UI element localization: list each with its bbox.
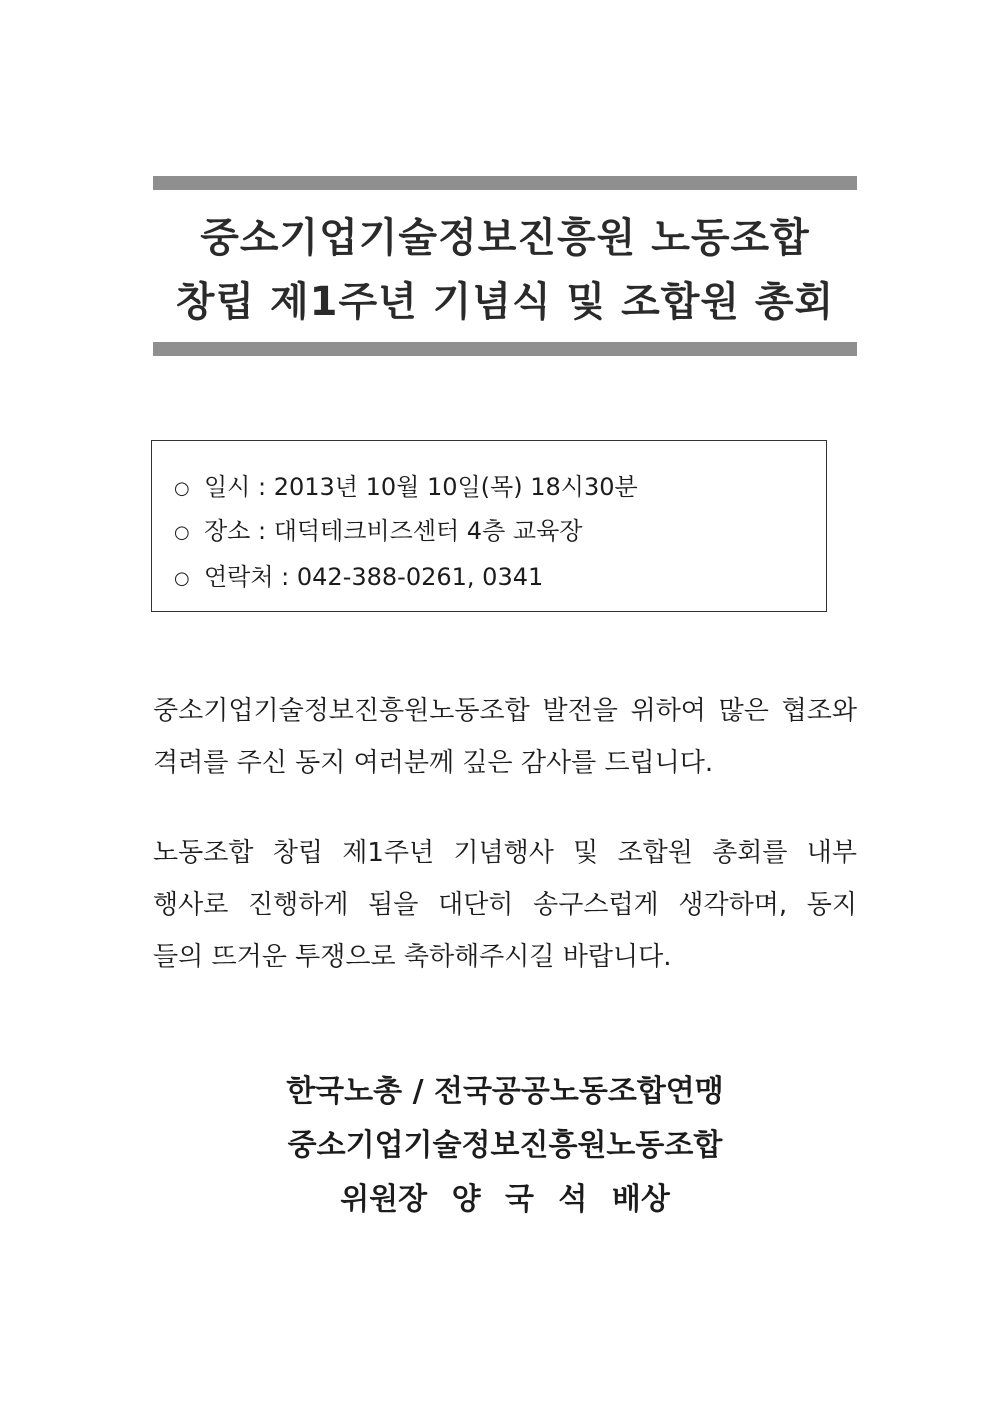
info-location-text: 장소 : 대덕테크비즈센터 4층 교육장 bbox=[204, 517, 583, 545]
paragraph-line: 들의 뜨거운 투쟁으로 축하해주시길 바랍니다. bbox=[153, 942, 672, 972]
info-date-text: 일시 : 2013년 10월 10일(목) 18시30분 bbox=[204, 473, 638, 501]
paragraph-line: 행사로 진행하게 됨을 대단히 송구스럽게 생각하며, 동지 bbox=[153, 890, 857, 920]
info-contact bbox=[174, 557, 543, 592]
info-date bbox=[174, 467, 638, 502]
signature-federation: 한국노총 / 전국공공노동조합연맹 bbox=[286, 1074, 724, 1109]
info-contact-text: 연락처 : 042-388-0261, 0341 bbox=[204, 563, 544, 591]
document-title-line-2: 창립 제1주년 기념식 및 조합원 총회 bbox=[175, 279, 835, 325]
bullet-icon: ○ bbox=[174, 477, 190, 499]
paragraph-line: 노동조합 창립 제1주년 기념행사 및 조합원 총회를 내부 bbox=[153, 838, 857, 868]
bullet-icon: ○ bbox=[174, 567, 190, 589]
top-rule bbox=[153, 176, 857, 190]
signature-chairman: 위원장 양 국 석 배상 bbox=[340, 1182, 670, 1217]
bullet-icon: ○ bbox=[174, 521, 190, 543]
document-title-line-1: 중소기업기술정보진흥원 노동조합 bbox=[200, 215, 810, 261]
paragraph-line: 중소기업기술정보진흥원노동조합 발전을 위하여 많은 협조와 bbox=[153, 696, 857, 726]
bottom-rule bbox=[153, 342, 857, 356]
paragraph-line: 격려를 주신 동지 여러분께 깊은 감사를 드립니다. bbox=[153, 748, 714, 778]
event-info-box bbox=[151, 440, 827, 612]
signature-union: 중소기업기술정보진흥원노동조합 bbox=[287, 1128, 723, 1163]
info-location bbox=[174, 511, 582, 546]
